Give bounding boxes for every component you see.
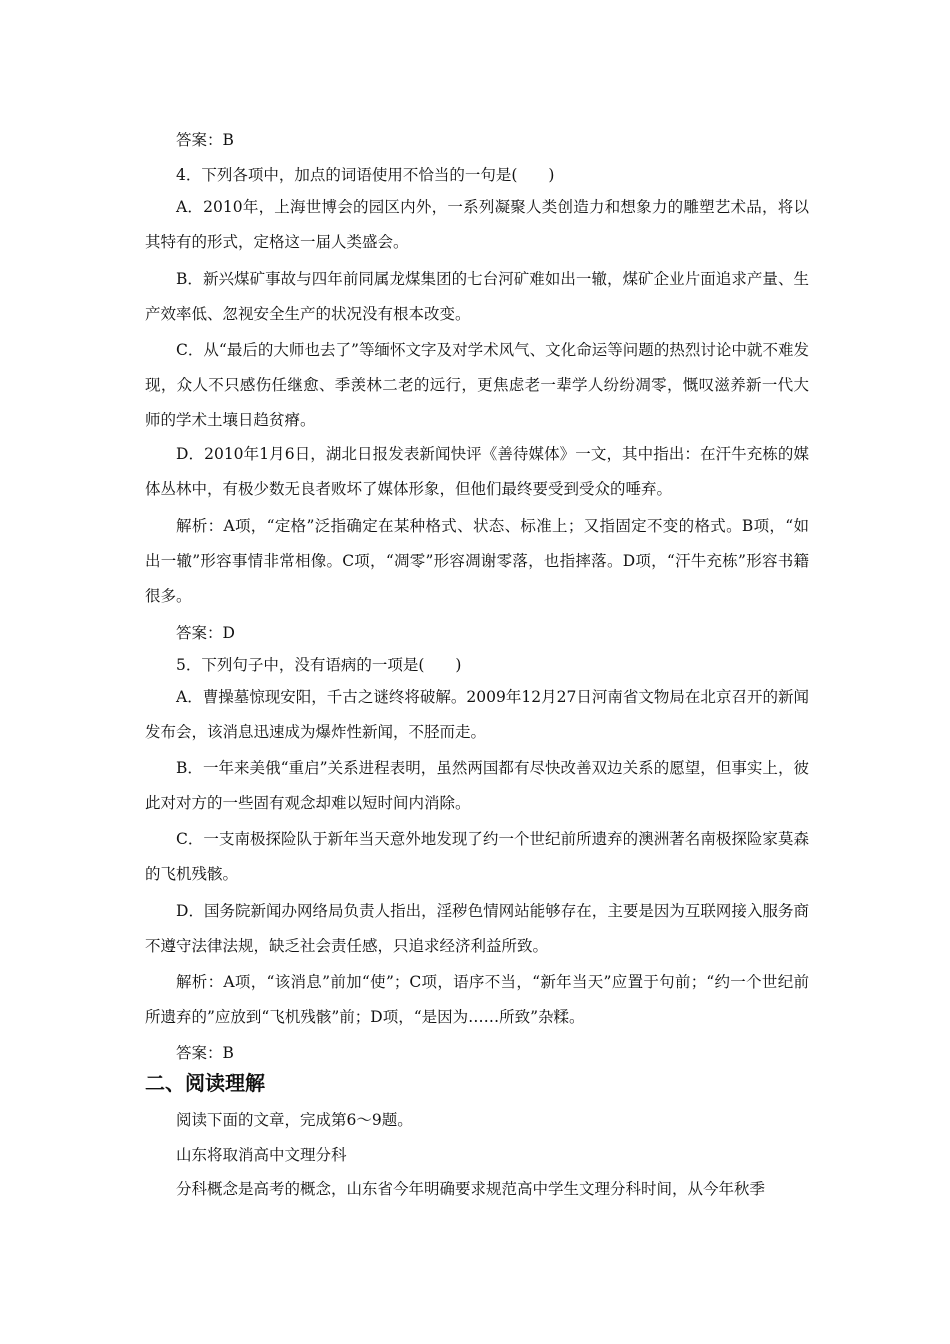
option-5c: C．一支南极探险队于新年当天意外地发现了约一个世纪前所遗弃的澳洲著名南极探险家莫森的飞机残骸。 (145, 830, 809, 883)
option-4b: B．新兴煤矿事故与四年前同属龙煤集团的七台河矿难如出一辙，煤矿企业片面追求产量、生产效率低、忽视安全生产的状况没有根本改变。 (145, 270, 809, 323)
option-4c: C．从“最后的大师也去了”等缅怀文字及对学术风气、文化命运等问题的热烈讨论中就不难发现，众人不只感伤任继愈、季羡林二老的远行，更焦虑老一辈学人纷纷凋零，慨叹滋养新一代大师的学术土壤日趋贫瘠。 (145, 341, 809, 429)
section-heading: 二、阅读理解 (145, 1071, 265, 1095)
option-4d: D．2010年1月6日，湖北日报发表新闻快评《善待媒体》一文，其中指出：在汗牛充栋的媒体丛林中，有极少数无良者败坏了媒体形象，但他们最终要受到受众的唾弃。 (145, 445, 809, 498)
question-5: 5．下列句子中，没有语病的一项是( ) (176, 656, 462, 674)
option-5d: D．国务院新闻办网络局负责人指出，淫秽色情网站能够存在，主要是因为互联网接入服务商不遵守法律法规，缺乏社会责任感，只追求经济利益所致。 (145, 902, 809, 955)
article-paragraph: 分科概念是高考的概念，山东省今年明确要求规范高中学生文理分科时间，从今年秋季 (176, 1180, 766, 1198)
answer-line: 答案：B (176, 131, 234, 149)
analysis-4: 解析：A项，“定格”泛指确定在某种格式、状态、标准上；又指固定不变的格式。B项，“如出一辙”形容事情非常相像。C项，“凋零”形容凋谢零落，也指摔落。D项，“汗牛充栋”形容书籍很多。 (145, 517, 809, 605)
option-4a: A．2010年，上海世博会的园区内外，一系列凝聚人类创造力和想象力的雕塑艺术品，将以其特有的形式，定格这一届人类盛会。 (145, 198, 809, 251)
answer-line: 答案：B (176, 1044, 234, 1062)
option-5a: A．曹操墓惊现安阳，千古之谜终将破解。2009年12月27日河南省文物局在北京召开的新闻发布会，该消息迅速成为爆炸性新闻，不胫而走。 (145, 688, 809, 741)
question-4: 4．下列各项中，加点的词语使用不恰当的一句是( ) (176, 166, 555, 184)
option-5b: B．一年来美俄“重启”关系进程表明，虽然两国都有尽快改善双边关系的愿望，但事实上，彼此对对方的一些固有观念却难以短时间内消除。 (145, 759, 809, 812)
reading-instruction: 阅读下面的文章，完成第6～9题。 (176, 1111, 413, 1129)
analysis-5: 解析：A项，“该消息”前加“使”；C项，语序不当，“新年当天”应置于句前；“约一个世纪前所遗弃的”应放到“飞机残骸”前；D项，“是因为……所致”杂糅。 (145, 973, 809, 1026)
article-title: 山东将取消高中文理分科 (176, 1146, 347, 1164)
answer-line: 答案：D (176, 624, 235, 642)
